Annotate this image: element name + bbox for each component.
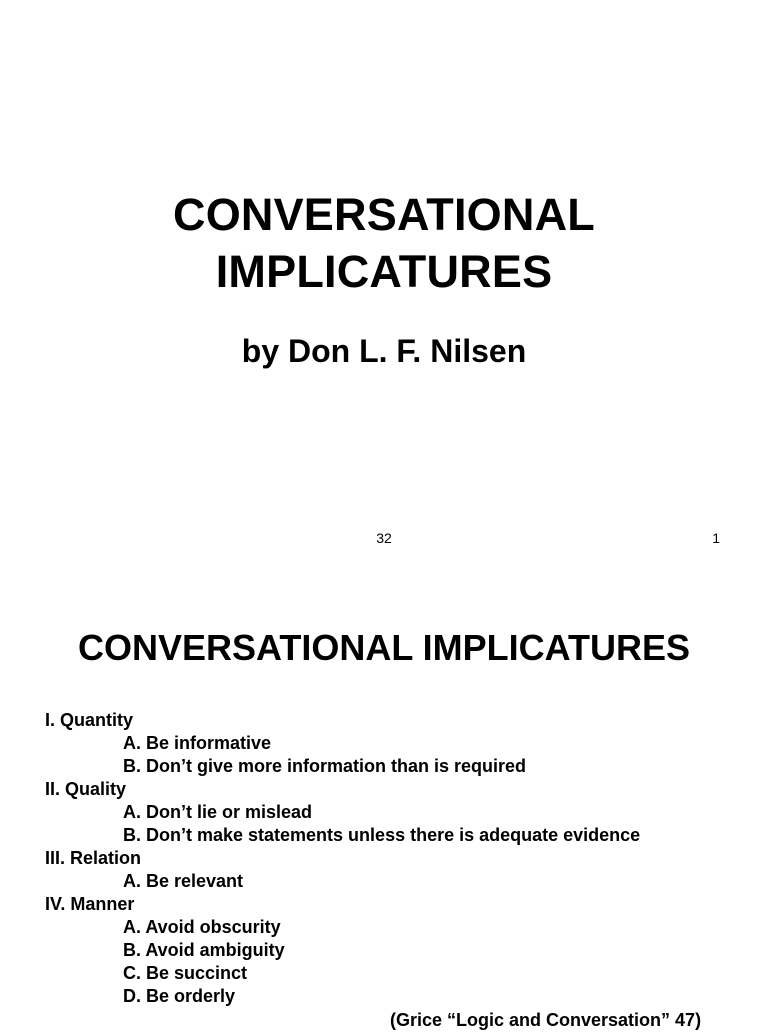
maxims-outline [45, 709, 640, 1008]
outline-item: A. Avoid obscurity [123, 917, 281, 937]
outline-section: IV. Manner [45, 894, 135, 914]
outline-item: A. Be informative [123, 733, 272, 753]
page-number: 1 [712, 530, 720, 546]
title-line-1: CONVERSATIONAL [173, 189, 595, 240]
content-slide [0, 560, 768, 1030]
title-line-2: IMPLICATURES [215, 246, 553, 297]
outline-section: II. Quality [45, 779, 127, 799]
outline-item: A. Don’t lie or mislead [123, 802, 313, 822]
citation: (Grice “Logic and Conversation” 47) [390, 1010, 702, 1030]
outline-item: B. Don’t give more information than is required [123, 756, 527, 776]
outline-section: I. Quantity [45, 710, 134, 730]
document-title [0, 186, 768, 300]
outline-item: A. Be relevant [123, 871, 244, 891]
outline-item: B. Avoid ambiguity [123, 940, 285, 960]
page-count: 32 [376, 530, 392, 546]
outline-item: B. Don’t make statements unless there is adequate evidence [123, 825, 641, 845]
slide-heading: CONVERSATIONAL IMPLICATURES [77, 627, 691, 668]
author-byline: by Don L. F. Nilsen [241, 333, 527, 369]
outline-item: C. Be succinct [123, 963, 248, 983]
outline-section: III. Relation [45, 848, 142, 868]
outline-item: D. Be orderly [123, 986, 236, 1006]
